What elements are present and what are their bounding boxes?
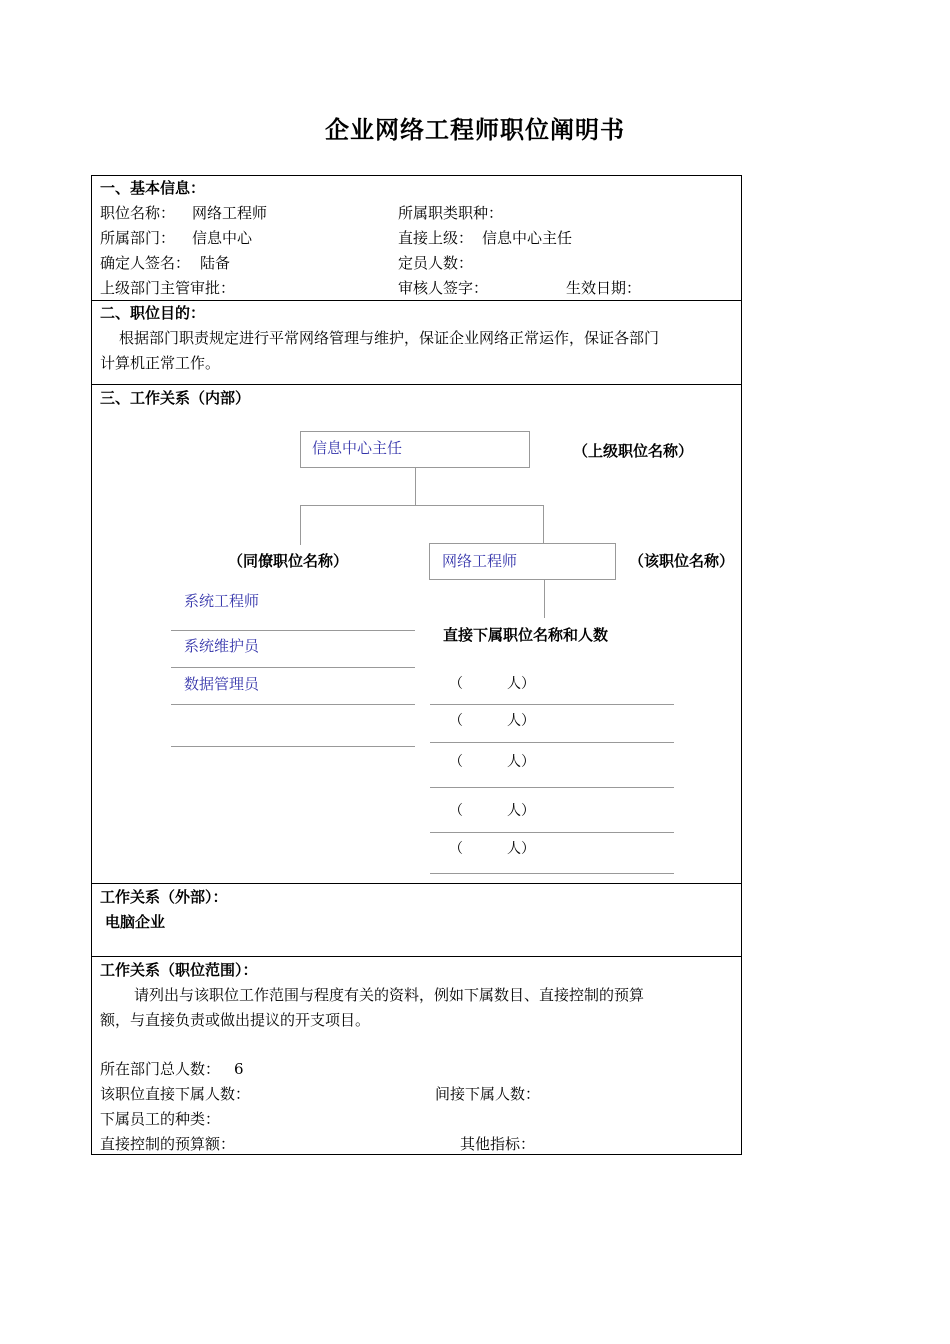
external-relations-value: 电脑企业 [105, 913, 166, 931]
subordinate-count-suffix: 人） [507, 676, 535, 692]
scope-text-line1: 请列出与该职位工作范围与程度有关的资料，例如下属数目、直接控制的预算 [134, 986, 645, 1004]
dept-total-label: 所在部门总人数： [100, 1060, 221, 1078]
org-connector [300, 505, 544, 506]
org-connector [415, 468, 416, 506]
purpose-text-line1: 根据部门职责规定进行平常网络管理与维护，保证企业网络正常运作，保证各部门 [119, 329, 660, 347]
subordinate-separator [430, 832, 674, 833]
section-divider [92, 956, 741, 957]
subordinate-open-paren: （ [449, 754, 463, 770]
self-position-box [429, 543, 616, 580]
subordinate-count-suffix: 人） [507, 713, 535, 729]
superior-position-box [300, 431, 530, 468]
peer-caption: （同僚职位名称） [228, 552, 349, 570]
peer-item: 系统维护员 [184, 637, 260, 655]
department-label: 所属部门： [100, 229, 176, 247]
position-name-label: 职位名称： [100, 204, 176, 222]
self-caption: （该职位名称） [629, 552, 735, 570]
self-position-text: 网络工程师 [442, 552, 518, 570]
position-name-value: 网络工程师 [192, 204, 268, 222]
superior-caption: （上级职位名称） [573, 442, 694, 460]
signer-value: 陆备 [200, 254, 231, 272]
reviewer-signature-label: 审核人签字： [398, 279, 489, 297]
subordinate-separator [430, 704, 674, 705]
other-indicators-label: 其他指标： [460, 1135, 536, 1153]
subordinate-caption: 直接下属职位名称和人数 [443, 626, 609, 644]
peer-separator [171, 704, 415, 705]
headcount-label: 定员人数： [398, 254, 474, 272]
subordinate-open-paren: （ [449, 803, 463, 819]
direct-superior-value: 信息中心主任 [482, 229, 573, 247]
subordinate-open-paren: （ [449, 713, 463, 729]
subordinate-separator [430, 742, 674, 743]
org-connector [543, 505, 544, 544]
subordinate-open-paren: （ [449, 676, 463, 692]
peer-separator [171, 746, 415, 747]
supervisor-approval-label: 上级部门主管审批： [100, 279, 236, 297]
org-connector [544, 580, 545, 618]
purpose-heading: 二、职位目的： [100, 304, 206, 322]
subordinate-types-label: 下属员工的种类： [100, 1110, 221, 1128]
effective-date-label: 生效日期： [566, 279, 642, 297]
subordinate-count-suffix: 人） [507, 754, 535, 770]
superior-position-text: 信息中心主任 [312, 439, 403, 457]
budget-label: 直接控制的预算额： [100, 1135, 236, 1153]
purpose-text-line2: 计算机正常工作。 [100, 354, 221, 372]
section-divider [92, 300, 741, 301]
scope-heading: 工作关系（职位范围）： [100, 961, 258, 979]
job-category-label: 所属职类职种： [398, 204, 504, 222]
indirect-subordinates-label: 间接下属人数： [435, 1085, 541, 1103]
page-title: 企业网络工程师职位阐明书 [325, 115, 625, 144]
subordinate-separator [430, 787, 674, 788]
subordinate-separator [430, 873, 674, 874]
subordinate-count-suffix: 人） [507, 841, 535, 857]
signer-label: 确定人签名： [100, 254, 191, 272]
dept-total-value: 6 [234, 1060, 244, 1078]
peer-item: 系统工程师 [184, 592, 260, 610]
scope-text-line2: 额，与直接负责或做出提议的开支项目。 [100, 1011, 371, 1029]
section-divider [92, 384, 741, 385]
org-connector [300, 505, 301, 545]
peer-separator [171, 667, 415, 668]
subordinate-open-paren: （ [449, 841, 463, 857]
peer-item: 数据管理员 [184, 675, 260, 693]
peer-separator [171, 630, 415, 631]
subordinate-count-suffix: 人） [507, 803, 535, 819]
direct-superior-label: 直接上级： [398, 229, 474, 247]
section-divider [92, 883, 741, 884]
basic-info-heading: 一、基本信息： [100, 179, 206, 197]
internal-relations-heading: 三、工作关系（内部） [100, 389, 251, 407]
external-relations-heading: 工作关系（外部）： [100, 888, 228, 906]
direct-subordinates-label: 该职位直接下属人数： [100, 1085, 251, 1103]
department-value: 信息中心 [192, 229, 253, 247]
